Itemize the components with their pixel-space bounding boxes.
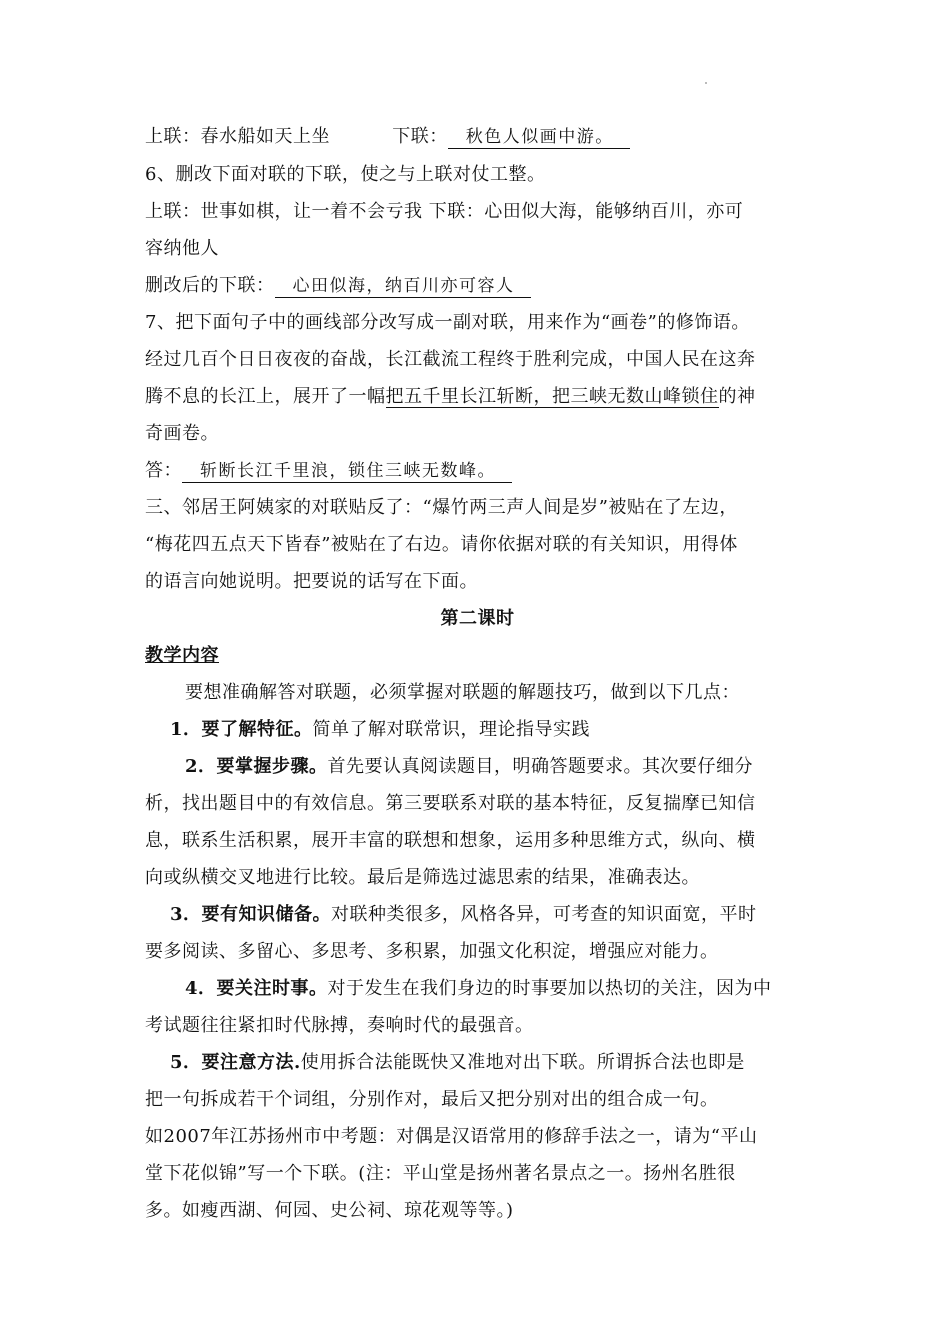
- question-3-line-3: 的语言向她说明。把要说的话写在下面。: [145, 571, 478, 592]
- line-text: 答：: [145, 460, 182, 481]
- question-7-passage-3: 奇画卷。: [145, 423, 219, 444]
- question-3-line-2: “梅花四五点天下皆春”被贴在了右边。请你依据对联的有关知识，用得体: [145, 534, 738, 555]
- point-title: 4．要关注时事。: [185, 978, 328, 999]
- point-2: [185, 754, 810, 780]
- point-text: 对于发生在我们身边的时事要加以热切的关注，因为中: [327, 978, 772, 999]
- point-title: 1．要了解特征。: [170, 719, 313, 740]
- point-title: 3．要有知识储备。: [170, 904, 332, 925]
- question-6-couplet: 上联：世事如棋，让一着不会亏我 下联：心田似大海，能够纳百川，亦可: [145, 201, 744, 222]
- answer-blank: 斩断长江千里浪，锁住三峡无数峰。: [182, 460, 512, 483]
- point-2-cont-2: 息，联系生活积累，展开丰富的联想和想象，运用多种思维方式，纵向、横: [145, 830, 756, 851]
- line-text: 上联：春水船如天上坐 下联：: [145, 126, 448, 147]
- point-title: 2．要掌握步骤。: [185, 756, 328, 777]
- underlined-phrase: 把五千里长江斩断，把三峡无数山峰锁住: [385, 386, 719, 407]
- line-text: 腾不息的长江上，展开了一幅: [145, 386, 386, 407]
- question-7: 7、把下面句子中的画线部分改写成一副对联，用来作为“画卷”的修饰语。: [145, 312, 750, 333]
- point-5-cont: 把一句拆成若干个词组，分别作对，最后又把分别对出的组合成一句。: [145, 1089, 719, 1110]
- point-title: 5．要注意方法.: [170, 1052, 301, 1073]
- question-7-passage-1: 经过几百个日日夜夜的奋战，长江截流工程终于胜利完成，中国人民在这奔: [145, 349, 756, 370]
- line-text: 的神: [718, 386, 756, 407]
- example-line-3: 多。如瘦西湖、何园、史公祠、琼花观等等。): [145, 1200, 514, 1221]
- question-7-answer: [145, 458, 810, 484]
- intro-text: 要想准确解答对联题，必须掌握对联题的解题技巧，做到以下几点：: [185, 682, 740, 703]
- question-6-couplet-cont: 容纳他人: [145, 238, 219, 259]
- question-3-line-1: 三、邻居王阿姨家的对联贴反了：“爆竹两三声人间是岁”被贴在了左边，: [145, 497, 738, 518]
- point-text: 简单了解对联常识，理论指导实践: [312, 719, 591, 740]
- section-title: 第二课时: [440, 608, 515, 629]
- question-6: 6、删改下面对联的下联，使之与上联对仗工整。: [145, 164, 546, 185]
- question-6-answer: [145, 273, 810, 299]
- point-text: 对联种类很多，风格各异，可考查的知识面宽，平时: [331, 904, 757, 925]
- content-heading: [145, 643, 810, 669]
- heading-text: 教学内容: [145, 645, 219, 666]
- point-text: 首先要认真阅读题目，明确答题要求。其次要仔细分: [327, 756, 754, 777]
- point-text: 使用拆合法能既快又准地对出下联。所谓拆合法也即是: [300, 1052, 745, 1073]
- point-4: [185, 976, 810, 1002]
- example-line-2: 堂下花似锦”写一个下联。(注：平山堂是扬州著名景点之一。扬州名胜很: [145, 1163, 736, 1184]
- example-line-1: 如2007年江苏扬州市中考题：对偶是汉语常用的修辞手法之一，请为“平山: [145, 1126, 758, 1147]
- point-2-cont-1: 析，找出题目中的有效信息。第三要联系对联的基本特征，反复揣摩已知信: [145, 793, 756, 814]
- question-7-passage-2: [145, 384, 810, 410]
- line-text: 删改后的下联：: [145, 275, 275, 296]
- point-3-cont: 要多阅读、多留心、多思考、多积累，加强文化积淀，增强应对能力。: [145, 941, 719, 962]
- point-4-cont: 考试题往往紧扣时代脉搏，奏响时代的最强音。: [145, 1015, 534, 1036]
- answer-blank: 心田似海，纳百川亦可容人: [275, 275, 531, 298]
- point-1: [170, 717, 810, 743]
- point-2-cont-3: 向或纵横交叉地进行比较。最后是筛选过滤思索的结果，准确表达。: [145, 867, 700, 888]
- scan-speck: [705, 82, 707, 84]
- point-5: [170, 1050, 810, 1076]
- answer-blank: 秋色人似画中游。: [448, 126, 630, 149]
- point-3: [170, 902, 810, 928]
- couplet-answer-line-1: [145, 124, 810, 150]
